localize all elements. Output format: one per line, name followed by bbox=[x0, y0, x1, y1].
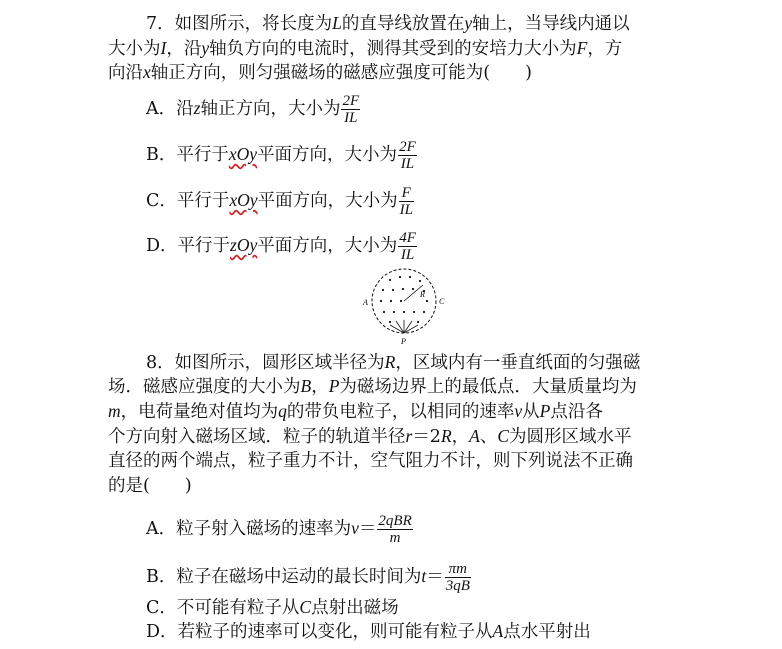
label-r: R bbox=[420, 290, 425, 299]
numerator: F bbox=[399, 185, 414, 202]
var-plane: xOy bbox=[228, 144, 258, 164]
option-text: 平面方向，大小为 bbox=[257, 191, 398, 211]
var-q: q bbox=[278, 401, 287, 421]
option-text: D．若粒子的速率可以变化，则可能有粒子从 bbox=[146, 622, 493, 642]
var-y: y bbox=[464, 13, 473, 33]
var-I: I bbox=[160, 38, 167, 58]
var-r: r bbox=[405, 426, 413, 446]
var-y: y bbox=[201, 38, 210, 58]
equals: ＝ bbox=[358, 519, 377, 539]
field-dots bbox=[380, 276, 428, 323]
text: 7．如图所示，将长度为 bbox=[146, 14, 333, 34]
option-text: 平面方向，大小为 bbox=[257, 145, 398, 165]
fraction bbox=[399, 185, 414, 218]
fraction bbox=[341, 93, 360, 126]
text: ，沿 bbox=[166, 39, 202, 59]
q7-option-d bbox=[146, 230, 417, 263]
q8-line-4 bbox=[108, 425, 632, 448]
option-text: C．不可能有粒子从 bbox=[146, 598, 300, 618]
fraction bbox=[377, 513, 412, 546]
option-prefix: D．平行于 bbox=[146, 236, 231, 256]
var-R: R bbox=[440, 426, 452, 446]
var-plane: zOy bbox=[230, 235, 258, 255]
text: 为磁场边界上的最低点．大量质量均为 bbox=[339, 377, 637, 397]
label-c: C bbox=[439, 297, 445, 306]
q7-line-1 bbox=[146, 12, 630, 35]
text: 8．如图所示，圆形区域半径为 bbox=[146, 353, 385, 373]
option-prefix: C．平行于 bbox=[146, 191, 230, 211]
var-P: P bbox=[539, 401, 551, 421]
text: 的直导线放置在 bbox=[341, 14, 465, 34]
q8-line-3 bbox=[108, 400, 603, 423]
option-text: B．粒子在磁场中运动的最长时间为 bbox=[146, 567, 422, 587]
q7-option-a bbox=[146, 93, 360, 126]
text: 轴上，当导线内通以 bbox=[472, 14, 630, 34]
q8-option-b bbox=[146, 561, 471, 594]
denominator: 3qB bbox=[445, 578, 470, 594]
numerator: 2F bbox=[399, 139, 416, 155]
var-t: t bbox=[421, 566, 427, 586]
numerator: 2qBR bbox=[378, 513, 412, 529]
numerator: 4F bbox=[399, 230, 416, 246]
var-z: z bbox=[193, 98, 201, 118]
var-A: A bbox=[469, 426, 480, 446]
q7-line-2 bbox=[108, 37, 622, 60]
q8-option-c bbox=[146, 596, 399, 619]
var-L: L bbox=[332, 13, 342, 33]
text: 轴负方向的电流时，测得其受到的安培力大小为 bbox=[209, 39, 577, 59]
q8-option-a bbox=[146, 513, 413, 546]
label-p: P bbox=[401, 337, 406, 346]
var-A: A bbox=[492, 621, 504, 641]
text: ， bbox=[311, 377, 329, 397]
text: ＝2 bbox=[412, 427, 441, 447]
var-m: m bbox=[108, 401, 121, 421]
q7-line-3 bbox=[108, 61, 532, 84]
text: ，电荷量绝对值均为 bbox=[120, 402, 279, 422]
var-v: v bbox=[351, 518, 359, 538]
equals: ＝ bbox=[426, 567, 444, 587]
option-text: A．粒子射入磁场的速率为 bbox=[146, 519, 352, 539]
text: 个方向射入磁场区域．粒子的轨道半径 bbox=[108, 427, 406, 447]
numerator: 2F bbox=[342, 93, 360, 109]
var-B: B bbox=[300, 376, 312, 396]
text: 点沿各 bbox=[550, 402, 603, 422]
q7-option-c bbox=[146, 185, 414, 218]
q8-line-5: 直径的两个端点，粒子重力不计，空气阻力不计，则下列说法不正确 bbox=[108, 451, 633, 471]
option-text: 点射出磁场 bbox=[311, 598, 399, 618]
text: 场．磁感应强度的大小为 bbox=[108, 377, 301, 397]
q8-line-2 bbox=[108, 375, 637, 398]
var-C: C bbox=[497, 426, 510, 446]
option-text: 平面方向，大小为 bbox=[257, 236, 398, 256]
text: ，区域内有一垂直纸面的匀强磁 bbox=[395, 353, 641, 373]
q7-option-b bbox=[146, 139, 417, 172]
option-text: 轴正方向，大小为 bbox=[200, 99, 341, 119]
denominator: IL bbox=[400, 156, 415, 172]
option-prefix: B．平行于 bbox=[146, 145, 229, 165]
fraction bbox=[398, 139, 417, 172]
option-text: 点水平射出 bbox=[503, 622, 591, 642]
text: ，方 bbox=[587, 39, 623, 59]
text: 的带负电粒子，以相同的速率 bbox=[286, 402, 515, 422]
q8-line-1 bbox=[146, 351, 640, 374]
q8-line-6: 的是( ) bbox=[108, 476, 192, 496]
text: 、 bbox=[479, 427, 498, 447]
fraction bbox=[398, 230, 417, 263]
denominator: IL bbox=[344, 110, 358, 126]
var-v: v bbox=[514, 401, 523, 421]
numerator: πm bbox=[445, 561, 471, 578]
text: 为圆形区域水平 bbox=[509, 427, 632, 447]
denominator: IL bbox=[400, 247, 415, 263]
var-P: P bbox=[328, 376, 340, 396]
text: 轴正方向，则匀强磁场的磁感应强度可能为( ) bbox=[150, 63, 532, 83]
fraction bbox=[445, 561, 471, 594]
text: 大小为 bbox=[108, 39, 161, 59]
var-C: C bbox=[299, 597, 312, 617]
option-prefix: A．沿 bbox=[146, 99, 194, 119]
text: 从 bbox=[522, 402, 540, 422]
text: ， bbox=[451, 427, 470, 447]
denominator: m bbox=[389, 530, 401, 546]
label-a: A bbox=[363, 298, 368, 307]
var-R: R bbox=[384, 352, 396, 372]
magnetic-field-figure bbox=[357, 263, 447, 349]
text: 向沿 bbox=[108, 63, 143, 83]
var-F: F bbox=[576, 38, 588, 58]
q8-option-d bbox=[146, 620, 591, 643]
var-x: x bbox=[143, 62, 151, 82]
denominator: IL bbox=[399, 202, 413, 218]
var-plane: xOy bbox=[229, 190, 258, 210]
